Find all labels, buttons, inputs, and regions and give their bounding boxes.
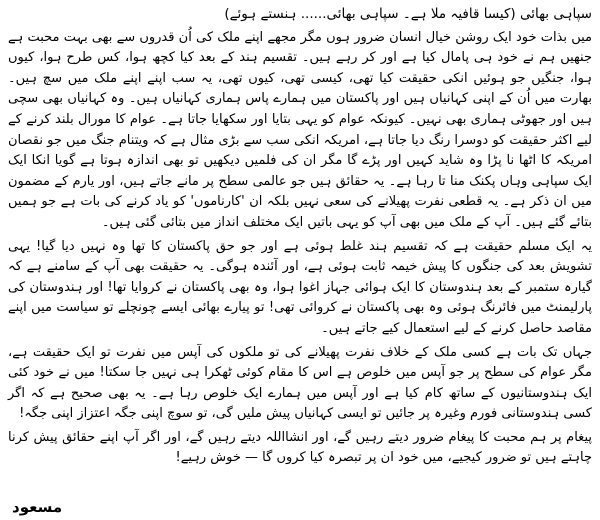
post-paragraph-3: جہاں تک بات ہے کسی ملک کے خلاف نفرت پھیلانے کی تو ملکوں کی آپس میں نفرت تو ایک حقیقت ہے، مگر عوام کی سطح پر جو آپس میں خلوص ہے اس کا مقام کوئی ٹھکرا ہی نہیں جا سکتا! میں نے خود کئی ایک ہندوستانیوں کے ساتھ کام کیا ہے اور آپس میں ہمارے ایک خلوص رہا ہے۔ یہ بھی صحیح ہے کہ اگر کسی ہندوستانی فورم وغیرہ پر جائیں تو ایسی کہانیاں پیش ملیں گی، تو سوچ اپنی جگہ اعتزاز اپنی جگہ! [8, 344, 592, 422]
signature: مسعود [12, 498, 63, 516]
post-paragraph-4: پیغام پر ہم محبت کا پیغام ضرور دیتے رہیں گے، اور انشااللہ دیتے رہیں گے، اور اگر آپ اپنے حقائق پیش کرنا چاہتے ہیں تو ضرور کیجیے، میں خود ان پر تبصرہ کیا کروں گا — خوش رہیے! [8, 429, 592, 466]
post-paragraph-1: میں بذات خود ایک روشن خیال انسان ضرور ہوں مگر مجھے اپنے ملک کی اُن قدروں سے بھی بہت محبت ہے جنھیں ہم نے خود ہی پامال کیا ہے اور کر رہے ہیں۔ تقسیم ہند کے بعد کیا کچھ ہوا، کس طرح ہوا، کیوں ہوا، جنگیں جو ہوئیں انکی حقیقت کیا تھی، کیسی تھی، کیوں تھی، یہ سب اپنے اپنے ملک میں سچ ہیں۔ بھارت میں اُن کے اپنی کہانیاں ہیں اور پاکستان میں ہمارے پاس ہماری کہانیاں ہیں۔ وہ کہانیاں بھی سچی ہیں اور جھوٹی ہماری بھی نہیں۔ کیونکہ عوام کو یہی بتایا اور سکھایا جاتا ہے۔ عوام کا مورال بلند کرنے کے لیے اکثر حقیقت کو دوسرا رنگ دیا جاتا ہے، امریکہ انکی سب سے بڑی مثال ہے کہ ویتنام جنگ میں جو نقصان امریکہ کا اٹھا نا پڑا وہ شاید کہیں اور پڑے گا مگر ان کی فلمیں دیکھیں تو بھی اندازہ ہوتا ہے گویا انکا ایک ایک سپاہی وہاں پکنک منا تا رہا ہے۔ یہ حقائق ہیں جو عالمی سطح پر مانے جاتے ہیں، اور یارم کے مضمون میں ان ذکر ہے۔ یہ قطعی نفرت پھیلانے کی سعی نہیں بلکہ ان 'کارناموں' کو یاد کرنے کی بات ہے جو ہمیں بتائے گئے ہیں۔ آپ کے ملک میں بھی آپ کو یہی باتیں ایک مختلف انداز میں بتائی گئی ہیں۔ [8, 29, 592, 230]
forum-post [8, 4, 592, 472]
post-greeting: سپاہی بھائی (کیسا قافیہ ملا ہے۔ سپاہی بھائی...... ہنستے ہوئے) [224, 6, 592, 22]
post-paragraph-2: یہ ایک مسلم حقیقت ہے کہ تقسیم ہند غلط ہوئی ہے اور جو حق پاکستان کا تھا وہ نہیں دیا گیا! یہی تشویش بعد کی جنگوں کا پیش خیمہ ثابت ہوئی ہے، اور آئندہ ہوگی۔ یہ حقیقت بھی آپ کے سامنے ہے کہ گیارہ ستمبر کے بعد ہندوستان کا ایک ہوائی جہاز اغوا ہوا، وہ بھی پاکستان نے کروایا تھا! اور ہندوستان کی پارلیمنٹ میں فائرنگ ہوئی وہ بھی پاکستان نے کروائی تھی! تو پیارے بھائی ایسے چونچلے تو سیاست میں اپنے مقاصد حاصل کرنے کے لیے استعمال کیے جاتے ہیں۔ [8, 238, 592, 336]
